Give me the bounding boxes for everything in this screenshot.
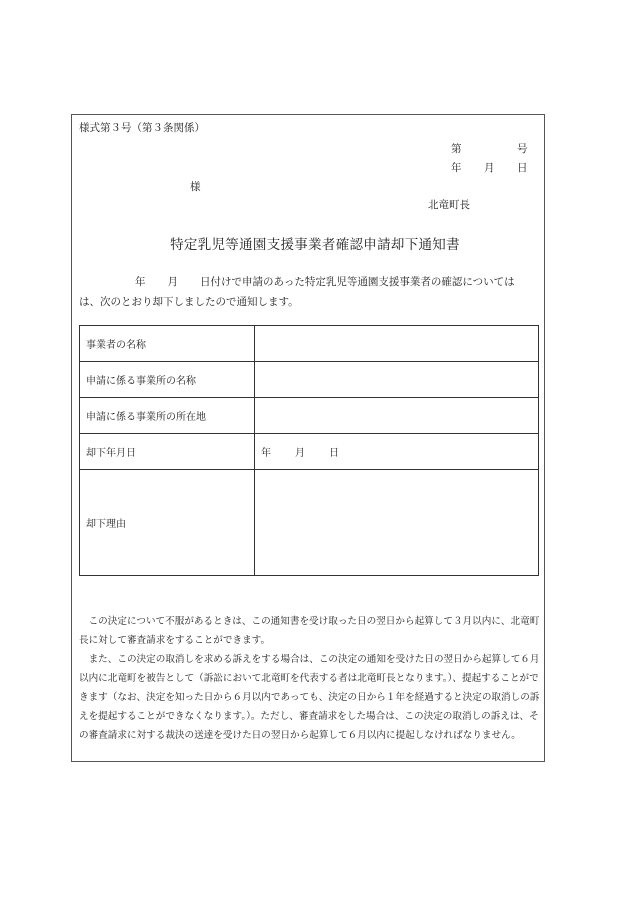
intro-line-1 bbox=[79, 272, 541, 292]
value-rejection-reason bbox=[255, 470, 539, 576]
table-row bbox=[80, 434, 539, 470]
value-business-name bbox=[255, 326, 539, 362]
label-rejection-reason: 却下理由 bbox=[80, 470, 255, 576]
table-row bbox=[80, 398, 539, 434]
intro-year: 年 bbox=[135, 276, 146, 288]
date-year: 年 bbox=[451, 162, 462, 174]
intro-month: 月 bbox=[167, 276, 178, 288]
note-lawsuit: また、この決定の取消しを求める訴えをする場合は、この決定の通知を受けた日の翌日から起算して６月以内に北竜町を被告として（訴訟において北竜町を代表する者は北竜町長となります。）、提起することができます（なお、決定を知った日から６月以内であっても、決定の日から１年を経過すると決定の取消しの訴えを提起することができなくなります。）。ただし、審査請求をした場合は、この決定の取消しの訴えは、その審査請求に対する裁決の送達を受けた日の翌日から起算して６月以内に提起しなければなりません。 bbox=[79, 654, 540, 741]
label-office-name: 申請に係る事業所の名称 bbox=[80, 362, 255, 398]
info-table bbox=[79, 325, 539, 576]
rejection-year: 年 bbox=[261, 448, 271, 459]
table-row bbox=[80, 470, 539, 576]
label-business-name: 事業者の名称 bbox=[80, 326, 255, 362]
label-rejection-date: 却下年月日 bbox=[80, 434, 255, 470]
value-office-address bbox=[255, 398, 539, 434]
intro-line-1-rest: 日付けで申請のあった特定乳児等通園支援事業者の確認については bbox=[200, 276, 515, 288]
intro-line-2: は、次のとおり却下しましたので通知します。 bbox=[79, 296, 299, 308]
intro-text bbox=[79, 272, 541, 312]
rejection-month: 月 bbox=[295, 448, 305, 459]
table-row bbox=[80, 326, 539, 362]
doc-number-label: 第 bbox=[451, 143, 462, 155]
note-appeal: この決定について不服があるときは、この通知書を受け取った日の翌日から起算して３月以内に、北竜町長に対して審査請求をすることができます。 bbox=[79, 616, 540, 646]
addressee-suffix: 様 bbox=[190, 181, 201, 193]
document-title: 特定乳児等通園支援事業者確認申請却下通知書 bbox=[170, 237, 460, 253]
rejection-day: 日 bbox=[329, 448, 339, 459]
doc-number-suffix: 号 bbox=[517, 143, 528, 155]
issuer: 北竜町長 bbox=[428, 199, 470, 211]
form-number: 様式第３号（第３条関係） bbox=[79, 122, 205, 134]
notes bbox=[79, 612, 541, 745]
date-month: 月 bbox=[484, 162, 495, 174]
value-office-name bbox=[255, 362, 539, 398]
date-day: 日 bbox=[517, 162, 528, 174]
table-row bbox=[80, 362, 539, 398]
value-rejection-date bbox=[255, 434, 539, 470]
label-office-address: 申請に係る事業所の所在地 bbox=[80, 398, 255, 434]
